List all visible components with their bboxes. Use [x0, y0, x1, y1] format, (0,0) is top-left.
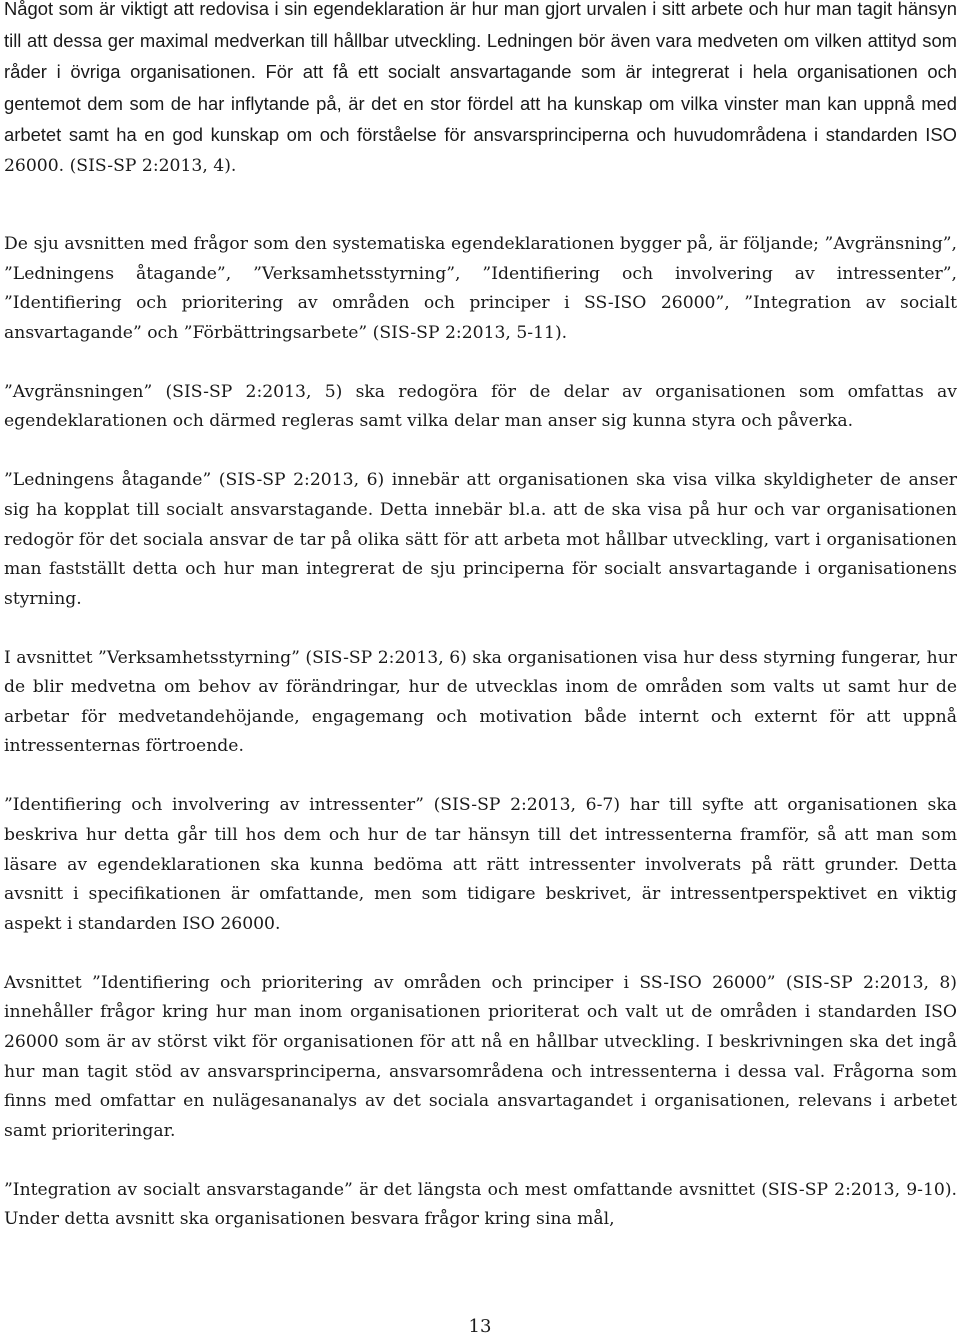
paragraph-avgransning: ”Avgränsningen” (SIS-SP 2:2013, 5) ska redogöra för de delar av organisationen som omfattas av egendeklarationen och därmed regleras samt vilka delar man anser sig kunna styra och påverka. [4, 381, 957, 432]
paragraph-urval [4, 0, 957, 182]
document-page [4, 0, 957, 1340]
paragraph-integration: ”Integration av socialt ansvarstagande” är det längsta och mest omfattande avsnittet (SIS-SP 2:2013, 9-10). Under detta avsnitt ska organisationen besvara frågor kring sina mål, [4, 1179, 957, 1230]
paragraph-sju-avsnitt: De sju avsnitten med frågor som den systematiska egendeklarationen bygger på, är följande; ”Avgränsning”, ”Ledningens åtagande”, ”Verksamhetsstyrning”, ”Identifiering och involvering av intressenter”, ”Identifiering och prioritering av områden och principer i SS-ISO 26000”, ”Integration av socialt ansvartagande” och ”Förbättringsarbete” (SIS-SP 2:2013, 5-11). [4, 234, 957, 343]
paragraph-verksamhetsstyrning: I avsnittet ”Verksamhetsstyrning” (SIS-SP 2:2013, 6) ska organisationen visa hur dess styrning fungerar, hur de blir medvetna om behov av förändringar, hur de utvecklas inom de områden som valts ut samt hur de arbetar för medvetandehöjande, engagemang och motivation både internt och externt för att uppnå intressenternas förtroende. [4, 647, 957, 757]
body-text [4, 230, 957, 1264]
paragraph-prioritering-omraden: Avsnittet ”Identifiering och prioritering av områden och principer i SS-ISO 26000” (SIS-SP 2:2013, 8) innehåller frågor kring hur man inom organisationen prioriterat och valt ut de områden i standarden ISO 26000 som är av störst vikt för organisationen för att nå en hållbar utveckling. I beskrivningen ska det ingå hur man tagit stöd av ansvarsprinciperna, ansvarsområdena och intressenterna i dessa val. Frågorna som finns med omfattar en nulägesananalys av det sociala ansvartagandet i organisationen, relevans i arbetet samt prioriteringar. [4, 972, 957, 1141]
paragraph-identifiering-intressenter: ”Identifiering och involvering av intressenter” (SIS-SP 2:2013, 6-7) har till syfte att organisationen ska beskriva hur detta går till hos dem och hur de tar hänsyn till det intressenterna framför, så att man som läsare av egendeklarationen ska kunna bedöma att rätt intressenter involverats på rätt grunder. Detta avsnitt i specifikationen är omfattande, men som tidigare beskrivet, är intressentperspektivet en viktig aspekt i standarden ISO 26000. [4, 795, 957, 934]
paragraph-ledningens-atagande: ”Ledningens åtagande” (SIS-SP 2:2013, 6) innebär att organisationen ska visa vilka skyldigheter de anser sig ha kopplat till socialt ansvarstagande. Detta innebär bl.a. att de ska visa på hur och var organisationen redogör för det sociala ansvar de tar på olika sätt för att arbeta mot hållbar utveckling, vart i organisationen man fastställt detta och hur man integrerat de sju principerna för socialt ansvartagande i organisationens styrning. [4, 470, 957, 609]
page-number: 13 [468, 1316, 492, 1337]
paragraph-urval-serif-text: 26000. (SIS-SP 2:2013, 4). [4, 155, 237, 176]
paragraph-urval-sans-text: Något som är viktigt att redovisa i sin egendeklaration är hur man gjort urvalen i sitt arbete och hur man tagit hänsyn till att dessa ger maximal medverkan till hållbar utveckling. Ledningen bör även vara medveten om vilken attityd som råder i övriga organisationen. För att få ett socialt ansvartagande som är integrerat i hela organisationen och gentemot dem som de har inflytande på, är det en stor fördel att ha kunskap om vilka vinster man kan uppnå med arbetet samt ha en god kunskap om och förståelse för ansvarsprinciperna och huvudområdena i standarden ISO [4, 0, 957, 146]
